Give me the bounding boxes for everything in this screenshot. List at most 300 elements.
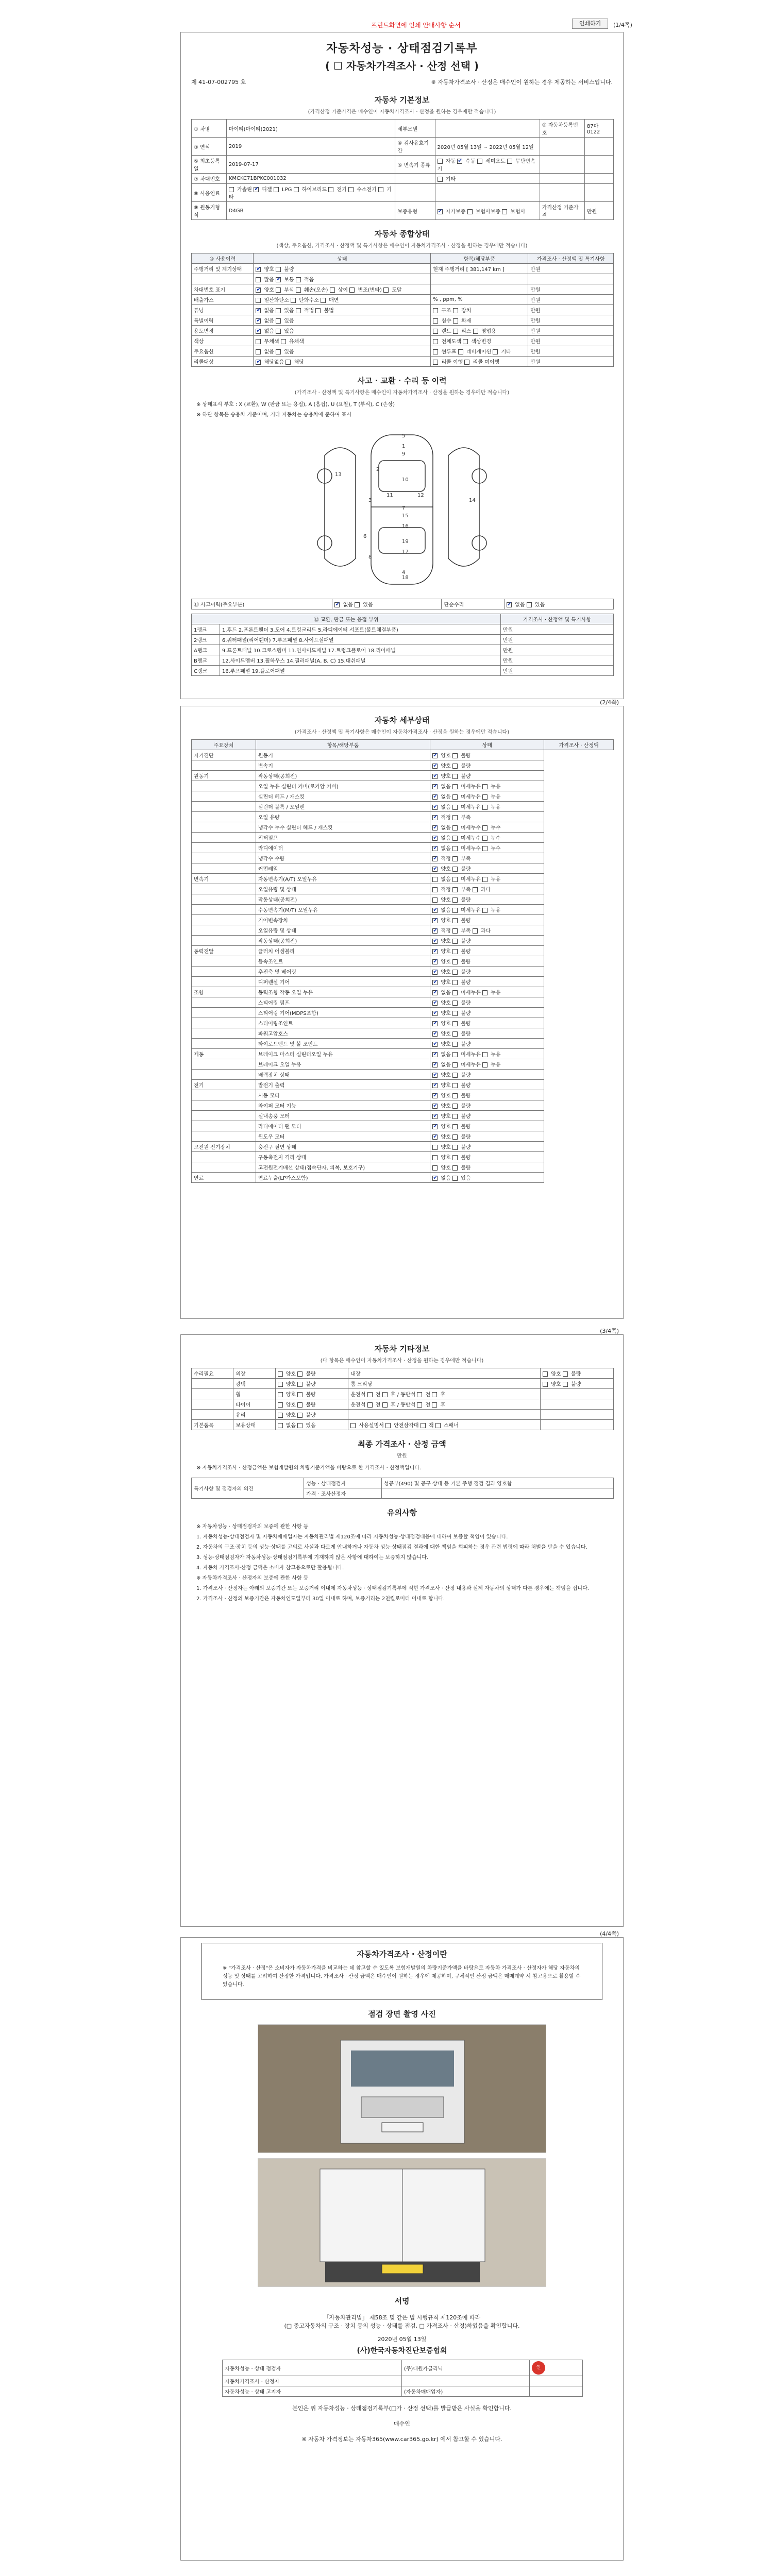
other-info-cell: 양호 불량	[275, 1399, 348, 1410]
checkbox-empty	[452, 1104, 458, 1109]
table-row	[192, 905, 614, 915]
checkbox-checked	[256, 287, 261, 293]
checkbox-empty	[294, 187, 299, 192]
overall-status-cell: ✔ 없음 있음 적법 불법	[254, 305, 431, 315]
checkbox-empty	[452, 1134, 458, 1140]
checkbox-checked	[432, 1021, 438, 1026]
checkbox-empty	[473, 887, 478, 892]
page-4-index: (4/4쪽)	[600, 1930, 619, 1937]
detail-status-cell: ✔ 적정 부족	[430, 853, 544, 863]
detail-status-cell: 동력조향 작동 오일 누유	[256, 987, 430, 997]
other-info-cell: 내장	[348, 1368, 541, 1379]
checkbox-empty	[452, 959, 458, 964]
detail-status-cell: ✔ 양호 불량	[430, 915, 544, 925]
legend-line-1: ※ 상태표시 부호 : X (교환), W (판금 또는 용접), A (흠집), U (요철), T (부식), C (손상)	[196, 402, 395, 408]
detail-status-cell: 브레이크 오일 누유	[256, 1059, 430, 1070]
checkbox-checked	[256, 360, 261, 365]
table-row	[192, 1142, 614, 1152]
checkbox-checked	[432, 774, 438, 779]
page-index: (1/4쪽)	[613, 22, 632, 28]
basic-info-cell: 보증유형	[395, 202, 435, 220]
basic-info-cell: ⑤ 최초등록일	[192, 156, 227, 174]
detail-status-cell	[192, 781, 256, 791]
inspector-name: (주)대원카클리닉	[401, 2360, 529, 2376]
checkbox-empty	[482, 805, 488, 810]
detail-status-cell: 브레이크 마스터 실린더오일 누유	[256, 1049, 430, 1059]
checkbox-empty	[432, 1402, 437, 1408]
checkbox-empty	[482, 784, 488, 789]
detail-status-cell: ✔ 양호 불량	[430, 750, 544, 760]
diagram-part-number: 10	[402, 477, 409, 483]
detail-status-note: (가격조사 · 산정액 및 특기사항은 매수인이 자동차가격조사 · 산정을 원하는 경우에만 적습니다)	[294, 730, 510, 735]
sign-company: (사)한국자동차진단보증협회	[357, 2347, 447, 2355]
accident-history-title: 사고 · 교환 · 수리 등 이력	[357, 376, 447, 385]
detail-status-cell: 변속기	[192, 874, 256, 884]
other-info-cell	[541, 1399, 614, 1410]
other-info-cell: 휠	[233, 1389, 275, 1399]
detail-status-cell	[192, 1152, 256, 1162]
checkbox-empty	[297, 1423, 303, 1428]
checkbox-checked	[432, 1104, 438, 1109]
detail-status-cell: ✔ 적정 부족	[430, 812, 544, 822]
page-3-index: (3/4쪽)	[600, 1328, 619, 1334]
table-row	[192, 284, 614, 295]
checkbox-empty	[473, 928, 478, 934]
detail-status-cell: 연료누출(LP가스포함)	[256, 1173, 430, 1183]
detail-status-cell: 조향	[192, 987, 256, 997]
detail-status-cell: ✔ 없음 미세누수 누수	[430, 822, 544, 833]
car-diagram	[294, 425, 510, 595]
checkbox-empty	[452, 764, 458, 769]
basic-info-cell	[395, 184, 435, 202]
detail-status-cell: 발전기 출력	[256, 1080, 430, 1090]
overall-status-cell: ✔ 해당없음 해당	[254, 357, 431, 367]
table-row	[192, 1100, 614, 1111]
detail-status-cell: 양호 불량	[430, 1142, 544, 1152]
detail-status-cell: 자동변속기(A/T) 오일누유	[256, 874, 430, 884]
checkbox-checked	[432, 836, 438, 841]
checkbox-empty	[563, 1382, 568, 1387]
checkbox-empty	[482, 877, 488, 882]
overall-status-cell	[431, 274, 528, 284]
sign-date: 2020년 05월 13일	[377, 2336, 427, 2343]
checkbox-empty	[328, 187, 333, 192]
truck-front-photo	[258, 2024, 546, 2153]
rank-price: 만원	[501, 666, 614, 676]
detail-status-cell: 없음 미세누유 누유	[430, 874, 544, 884]
overall-status-cell: 현재 주행거리 [ 381,147 km ]	[431, 264, 528, 274]
col-price-detail: 가격조사 · 산정액	[544, 740, 614, 750]
diagram-part-number: 14	[469, 498, 476, 503]
other-info-cell: 운전석 전 후 / 동반석 전 후	[348, 1399, 541, 1410]
detail-status-cell: 고전원전기배선 상태(접속단자, 피복, 보호기구)	[256, 1162, 430, 1173]
detail-status-cell: 클러치 어셈블리	[256, 946, 430, 956]
overall-status-cell: 만원	[528, 336, 614, 346]
detail-status-title: 자동차 세부상태	[374, 716, 430, 725]
detail-status-cell: ✔ 없음 미세누유 누유	[430, 781, 544, 791]
recipient-line: 본인은 위 자동차성능 · 상태점검기록부(□가 · 산정 선택)를 발급받은 사실을 확인합니다.	[292, 2405, 512, 2412]
detail-status-cell: 작동상태(공회전)	[256, 936, 430, 946]
detail-status-cell	[192, 936, 256, 946]
checkbox-empty	[452, 1062, 458, 1067]
detail-status-cell: ✔ 없음 있음	[430, 1173, 544, 1183]
table-row	[192, 936, 614, 946]
other-info-cell	[192, 1399, 233, 1410]
overall-status-cell	[528, 274, 614, 284]
overall-status-note: (색상, 주요옵션, 가격조사 · 산정액 및 특기사항은 매수인이 자동차가격조사 · 산정을 원하는 경우에만 적습니다)	[276, 243, 528, 249]
other-info-cell: 사용설명서 안전삼각대 잭 스패너	[348, 1420, 541, 1430]
detail-status-cell: ✔ 양호 불량	[430, 997, 544, 1008]
appraisal-notice-box	[201, 1943, 602, 2000]
table-row	[192, 315, 614, 326]
checkbox-empty	[482, 846, 488, 851]
special-notes-table	[191, 1478, 614, 1499]
caution-item: 1. 자동차성능·상태점검자 및 자동차매매업자는 자동차관리법 제120조에 따라 자동차성능·상태점검내용에 대하여 보증할 책임이 있습니다.	[196, 1534, 508, 1540]
detail-status-cell: 원동기	[256, 750, 430, 760]
print-button[interactable]: 인쇄하기	[572, 19, 608, 29]
detail-status-cell: 양호 불량	[430, 1152, 544, 1162]
basic-info-cell	[540, 184, 584, 202]
table-row	[192, 1368, 614, 1379]
checkbox-empty	[385, 1423, 391, 1428]
checkbox-empty	[433, 308, 438, 313]
detail-status-cell: ✔ 없음 미세누유 누유	[430, 1059, 544, 1070]
detail-status-cell: ✔ 양호 불량	[430, 760, 544, 771]
detail-status-cell: ✔ 없음 미세누수 누수	[430, 843, 544, 853]
detail-status-cell: 실내송풍 모터	[256, 1111, 430, 1121]
detail-status-cell: ✔ 양호 불량	[430, 977, 544, 987]
detail-status-cell	[192, 977, 256, 987]
checkbox-empty	[452, 1165, 458, 1171]
rank-label: 2랭크	[192, 635, 220, 645]
other-info-cell	[541, 1410, 614, 1420]
table-row	[192, 1389, 614, 1399]
detail-status-cell	[192, 967, 256, 977]
detail-status-cell: 커먼레일	[256, 863, 430, 874]
checkbox-checked	[438, 209, 443, 214]
checkbox-empty	[438, 177, 443, 182]
basic-info-cell: ⑥ 변속기 종류	[395, 156, 435, 174]
detail-status-cell: 기어변속장치	[256, 915, 430, 925]
checkbox-checked	[432, 846, 438, 851]
other-info-cell: 양호 불량	[275, 1379, 348, 1389]
checkbox-empty	[543, 1382, 548, 1387]
table-row	[192, 1111, 614, 1121]
rank-label: C랭크	[192, 666, 220, 676]
detail-status-cell	[192, 884, 256, 894]
checkbox-checked	[432, 794, 438, 800]
basic-info-cell: ⑨ 원동기형식	[192, 202, 227, 220]
overall-status-cell: 튜닝	[192, 305, 254, 315]
checkbox-checked	[507, 602, 512, 607]
table-row	[192, 336, 614, 346]
checkbox-checked	[432, 805, 438, 810]
table-row	[192, 1173, 614, 1183]
checkbox-empty	[438, 159, 443, 164]
checkbox-empty	[473, 329, 478, 334]
basic-info-cell: ③ 연식	[192, 138, 227, 156]
table-row	[192, 967, 614, 977]
final-price-note: ※ 자동차가격조사 · 산정금액은 보험개발원의 차량기준가액을 바탕으로 한 가격조사 · 산정액입니다.	[196, 1465, 422, 1471]
diagram-part-number: 5	[402, 433, 406, 439]
checkbox-empty	[278, 1371, 283, 1377]
detail-status-cell: 충전구 절연 상태	[256, 1142, 430, 1152]
checkbox-empty	[276, 308, 281, 313]
table-row	[192, 843, 614, 853]
appraiser-label: 가격 · 조사산정자	[304, 1488, 382, 1499]
checkbox-empty	[482, 836, 488, 841]
other-info-cell: 외장	[233, 1368, 275, 1379]
overall-status-cell	[192, 274, 254, 284]
detail-status-cell: 전기	[192, 1080, 256, 1090]
table-row	[192, 1399, 614, 1410]
overall-status-cell: 많음 ✔ 보통 적음	[254, 274, 431, 284]
checkbox-empty	[452, 1124, 458, 1129]
overall-status-cell: 용도변경	[192, 326, 254, 336]
rank-price: 만원	[501, 635, 614, 645]
detail-status-cell: 연료	[192, 1173, 256, 1183]
col-price: 가격조사 · 산정액 및 특기사항	[528, 253, 614, 264]
checkbox-empty	[281, 339, 286, 344]
basic-info-cell: 87마0122	[584, 120, 613, 138]
detail-status-cell	[192, 1131, 256, 1142]
table-row	[192, 997, 614, 1008]
inspector-role: 자동차성능 · 상태 점검자	[223, 2360, 402, 2376]
basic-info-cell	[584, 184, 613, 202]
checkbox-empty	[348, 187, 354, 192]
checkbox-empty	[417, 1392, 422, 1397]
detail-status-cell	[192, 853, 256, 863]
appraisal-notice-title: 자동차가격조사 · 산정이란	[357, 1950, 447, 1959]
detail-status-cell: ✔ 양호 불량	[430, 1028, 544, 1039]
checkbox-empty	[229, 187, 234, 192]
checkbox-checked	[432, 1031, 438, 1037]
checkbox-empty	[433, 318, 438, 324]
reg-note: ※ 자동차가격조사 · 산정은 매수인이 원하는 경우 제공하는 서비스입니다.	[431, 79, 613, 86]
table-row	[192, 925, 614, 936]
table-row	[192, 1008, 614, 1018]
col-status: 상태	[254, 253, 431, 264]
truck-rear-photo	[258, 2158, 546, 2287]
detail-status-cell	[192, 997, 256, 1008]
inspector-label: 성능 · 상태점검자	[304, 1478, 382, 1488]
caution-title: 유의사항	[387, 1508, 417, 1517]
exterior-price-label: 가격조사 · 산정액 및 특기사항	[501, 614, 614, 624]
detail-status-cell: 파워고압호스	[256, 1028, 430, 1039]
checkbox-empty	[477, 159, 482, 164]
basic-info-cell: 2019-07-17	[226, 156, 395, 174]
checkbox-empty	[382, 1402, 388, 1408]
checkbox-empty	[432, 1145, 438, 1150]
checkbox-empty	[291, 298, 296, 303]
checkbox-checked	[432, 825, 438, 831]
rank-parts: 1.후드 2.프론트휀더 3.도어 4.트렁크리드 5.라디에이터 서포트(볼트체결부품)	[220, 624, 500, 635]
diagram-part-number: 6	[363, 534, 367, 539]
basic-info-cell: D4GB	[226, 202, 395, 220]
checkbox-checked	[254, 187, 259, 192]
final-price-value: 만원	[397, 1453, 407, 1459]
signature-table	[222, 2360, 583, 2397]
overall-status-cell: ✔ 없음 있음	[254, 326, 431, 336]
checkbox-empty	[421, 1423, 426, 1428]
rank-label: 1랭크	[192, 624, 220, 635]
detail-status-cell: 스티어링 펌프	[256, 997, 430, 1008]
checkbox-empty	[297, 1392, 303, 1397]
checkbox-empty	[452, 1176, 458, 1181]
appraisal-notice-text: ※ "가격조사 · 산정"은 소비자가 자동차가격을 비교하는 데 참고할 수 있도록 보험개발원의 차량기준가액을 바탕으로 자동차 가격조사 · 산정자가 해당 자동차의 성능 및 상태를 고려하여 산정한 가격입니다. 가격조사 · 산정 금액은 매수인이 원하는 경우에 제공하며, 구체적인 산정 금액은 매매계약 시 참고용으로 활용할 수 있습니다.	[223, 1965, 581, 1988]
diagram-part-number: 18	[402, 575, 409, 581]
exterior-label: ⑫ 교환, 판금 또는 용접 부위	[192, 614, 501, 624]
appraiser-role: 자동차가격조사 · 산정자	[223, 2376, 402, 2386]
table-row	[192, 760, 614, 771]
detail-status-cell: 워터펌프	[256, 833, 430, 843]
detail-status-cell: 스티어링 기어(MDPS포함)	[256, 1008, 430, 1018]
checkbox-empty	[452, 1031, 458, 1037]
rank-parts: 16.루프패널 19.플로어패널	[220, 666, 500, 676]
special-label: 특기사항 및 점검자의 의견	[192, 1478, 304, 1499]
truck-front-image	[258, 2025, 546, 2153]
checkbox-empty	[383, 287, 389, 293]
final-price-title: 최종 가격조사 · 산정 금액	[358, 1439, 446, 1449]
detail-status-cell: 동력전달	[192, 946, 256, 956]
detail-status-cell: 라디에이터	[256, 843, 430, 853]
detail-status-cell	[192, 1100, 256, 1111]
other-info-cell: 양호 불량	[275, 1410, 348, 1420]
checkbox-empty	[452, 856, 458, 861]
col-device: 주요장치	[192, 740, 256, 750]
detail-status-cell: 라디에이터 팬 모터	[256, 1121, 430, 1131]
detail-status-cell: 와이퍼 모터 기능	[256, 1100, 430, 1111]
detail-status-cell	[192, 1059, 256, 1070]
basic-info-cell	[584, 156, 613, 174]
checkbox-checked	[432, 764, 438, 769]
table-row	[192, 771, 614, 781]
detail-status-cell: 수동변속기(M/T) 오일누유	[256, 905, 430, 915]
basic-info-cell: ⑦ 차대번호	[192, 174, 227, 184]
basic-info-cell: ⑧ 사용연료	[192, 184, 227, 202]
checkbox-empty	[453, 329, 458, 334]
basic-info-cell: 2019	[226, 138, 395, 156]
rank-parts: 9.프론트패널 10.크로스멤버 11.인사이드패널 17.트렁크플로어 18.리어패널	[220, 645, 500, 655]
overall-status-cell: 전체도색 색상변경	[431, 336, 528, 346]
diagram-part-number: 4	[402, 570, 406, 575]
overall-status-cell: 침수 화재	[431, 315, 528, 326]
checkbox-empty	[285, 360, 291, 365]
checkbox-empty	[482, 825, 488, 831]
detail-status-cell: 자기진단	[192, 750, 256, 760]
checkbox-empty	[297, 1413, 303, 1418]
table-row	[192, 1070, 614, 1080]
overall-status-cell: % , ppm, %	[431, 295, 528, 305]
checkbox-empty	[527, 602, 532, 607]
other-info-cell: 양호 불량	[275, 1368, 348, 1379]
overall-status-cell: 무채색 유채색	[254, 336, 431, 346]
detail-status-cell: ✔ 양호 불량	[430, 946, 544, 956]
diagram-part-number: 9	[402, 451, 406, 457]
detail-status-table	[191, 739, 614, 1183]
page-2	[180, 699, 624, 1319]
checkbox-checked	[432, 1011, 438, 1016]
checkbox-empty	[452, 1073, 458, 1078]
checkbox-empty	[452, 867, 458, 872]
detail-status-cell: 작동상태(공회전)	[256, 894, 430, 905]
checkbox-empty	[452, 980, 458, 985]
table-row	[192, 884, 614, 894]
table-row	[192, 1410, 614, 1420]
detail-status-cell: ✔ 없음 미세누유 누유	[430, 905, 544, 915]
page-4	[180, 1930, 624, 2561]
checkbox-checked	[432, 1052, 438, 1057]
checkbox-checked	[432, 1134, 438, 1140]
checkbox-empty	[350, 1423, 356, 1428]
detail-status-cell: 추진축 및 베어링	[256, 967, 430, 977]
table-row	[192, 977, 614, 987]
document-title: 자동차성능 · 상태점검기록부	[326, 42, 478, 55]
table-row	[192, 202, 614, 220]
other-info-cell	[348, 1410, 541, 1420]
checkbox-empty	[297, 1402, 303, 1408]
other-info-cell: 양호 불량	[541, 1379, 614, 1389]
checkbox-checked	[432, 1124, 438, 1129]
detail-status-cell: ✔ 양호 불량	[430, 1111, 544, 1121]
checkbox-empty	[297, 1371, 303, 1377]
table-row	[192, 1039, 614, 1049]
reg-no-label: 제	[191, 79, 197, 86]
other-info-cell: 수리필요	[192, 1368, 233, 1379]
table-row	[192, 863, 614, 874]
checkbox-empty	[452, 897, 458, 903]
checkbox-empty	[482, 794, 488, 800]
rank-price: 만원	[501, 624, 614, 635]
checkbox-checked	[432, 959, 438, 964]
simple-repair-label: 단순수리	[442, 599, 504, 609]
detail-status-cell	[192, 1070, 256, 1080]
table-row	[192, 264, 614, 274]
detail-status-cell: 구동축전지 격리 상태	[256, 1152, 430, 1162]
checkbox-empty	[256, 277, 261, 282]
checkbox-empty	[315, 308, 321, 313]
table-row	[192, 305, 614, 315]
checkbox-checked	[432, 856, 438, 861]
checkbox-empty	[482, 1062, 488, 1067]
detail-status-cell: 적정 부족 과다	[430, 884, 544, 894]
diagram-part-number: 2	[376, 467, 380, 472]
rank-row	[192, 666, 614, 676]
table-row	[192, 874, 614, 884]
detail-status-cell: ✔ 양호 불량	[430, 1090, 544, 1100]
appraiser-name	[401, 2376, 529, 2386]
detail-status-cell	[192, 894, 256, 905]
checkbox-checked	[432, 980, 438, 985]
detail-status-cell: ✔ 적정 부족 과다	[430, 925, 544, 936]
table-row	[192, 812, 614, 822]
checkbox-checked	[432, 1083, 438, 1088]
basic-info-cell: 세부모델	[395, 120, 435, 138]
sign-area	[181, 2313, 623, 2355]
detail-status-cell	[192, 1090, 256, 1100]
basic-info-table	[191, 119, 614, 220]
checkbox-checked	[334, 602, 340, 607]
detail-status-cell: ✔ 양호 불량	[430, 1018, 544, 1028]
checkbox-empty	[276, 318, 281, 324]
checkbox-empty	[458, 349, 463, 354]
checkbox-empty	[435, 1423, 441, 1428]
accident-history-note: (가격조사 · 산정액 및 특기사항은 매수인이 자동차가격조사 · 산정을 원하는 경우에만 적습니다)	[294, 390, 510, 396]
checkbox-empty	[452, 1001, 458, 1006]
checkbox-checked	[432, 1114, 438, 1119]
overall-status-cell: ✔ 양호 부식 훼손(오손) 상이 변조(변타) 도말	[254, 284, 431, 295]
diagram-part-number: 11	[386, 493, 393, 498]
